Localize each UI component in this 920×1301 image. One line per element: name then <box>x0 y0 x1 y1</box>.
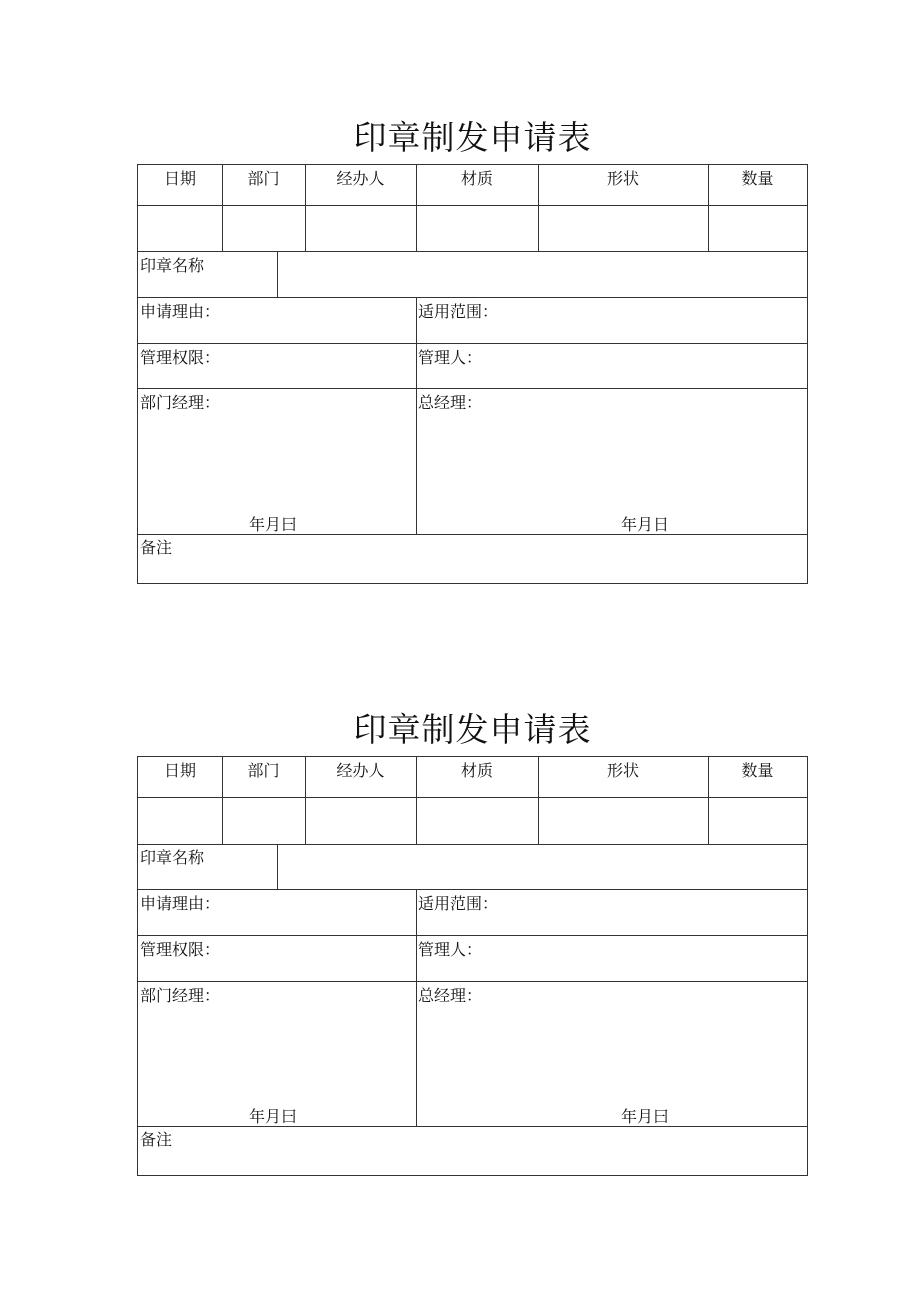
dept-manager-label: 部门经理： <box>140 393 221 412</box>
authority-label: 管理权限： <box>140 940 221 959</box>
handler-field[interactable] <box>306 798 416 844</box>
shape-field[interactable] <box>539 798 708 844</box>
general-manager-label: 总经理： <box>418 986 483 1005</box>
header-material: 材质 <box>460 761 493 780</box>
material-field[interactable] <box>417 798 538 844</box>
form-title: 印章制发申请表 <box>353 710 592 749</box>
seal-application-form-2 <box>137 704 808 1176</box>
header-quantity: 数量 <box>741 761 774 780</box>
seal-name-label: 印章名称 <box>140 848 205 867</box>
header-handler: 经办人 <box>336 169 385 188</box>
handler-field[interactable] <box>306 206 416 251</box>
seal-name-field[interactable] <box>278 845 807 889</box>
date-right: 年月曰 <box>621 1107 670 1126</box>
quantity-field[interactable] <box>709 206 807 251</box>
scope-label: 适用范围： <box>418 302 499 321</box>
seal-application-form-1 <box>137 112 808 584</box>
form-table <box>137 756 808 1176</box>
header-handler: 经办人 <box>336 761 385 780</box>
general-manager-label: 总经理： <box>418 393 483 412</box>
header-shape: 形状 <box>606 169 639 188</box>
date-right: 年月日 <box>621 515 670 534</box>
header-department: 部门 <box>247 169 280 188</box>
reason-label: 申请理由： <box>140 894 221 913</box>
header-date: 日期 <box>163 761 196 780</box>
material-field[interactable] <box>417 206 538 251</box>
quantity-field[interactable] <box>709 798 807 844</box>
form-table <box>137 164 808 584</box>
header-date: 日期 <box>163 169 196 188</box>
header-shape: 形状 <box>606 761 639 780</box>
header-material: 材质 <box>460 169 493 188</box>
date-field[interactable] <box>138 206 222 251</box>
reason-label: 申请理由： <box>140 302 221 321</box>
manager-label: 管理人： <box>418 940 483 959</box>
date-left: 年月曰 <box>249 1107 298 1126</box>
header-department: 部门 <box>247 761 280 780</box>
date-field[interactable] <box>138 798 222 844</box>
remarks-label: 备注 <box>140 1130 173 1149</box>
header-quantity: 数量 <box>741 169 774 188</box>
department-field[interactable] <box>223 206 305 251</box>
department-field[interactable] <box>223 798 305 844</box>
scope-label: 适用范围： <box>418 894 499 913</box>
authority-label: 管理权限： <box>140 348 221 367</box>
date-left: 年月曰 <box>249 515 298 534</box>
seal-name-field[interactable] <box>278 252 807 297</box>
form-title: 印章制发申请表 <box>353 118 592 157</box>
seal-name-label: 印章名称 <box>140 256 205 275</box>
remarks-label: 备注 <box>140 538 173 557</box>
shape-field[interactable] <box>539 206 708 251</box>
manager-label: 管理人： <box>418 348 483 367</box>
dept-manager-label: 部门经理： <box>140 986 221 1005</box>
